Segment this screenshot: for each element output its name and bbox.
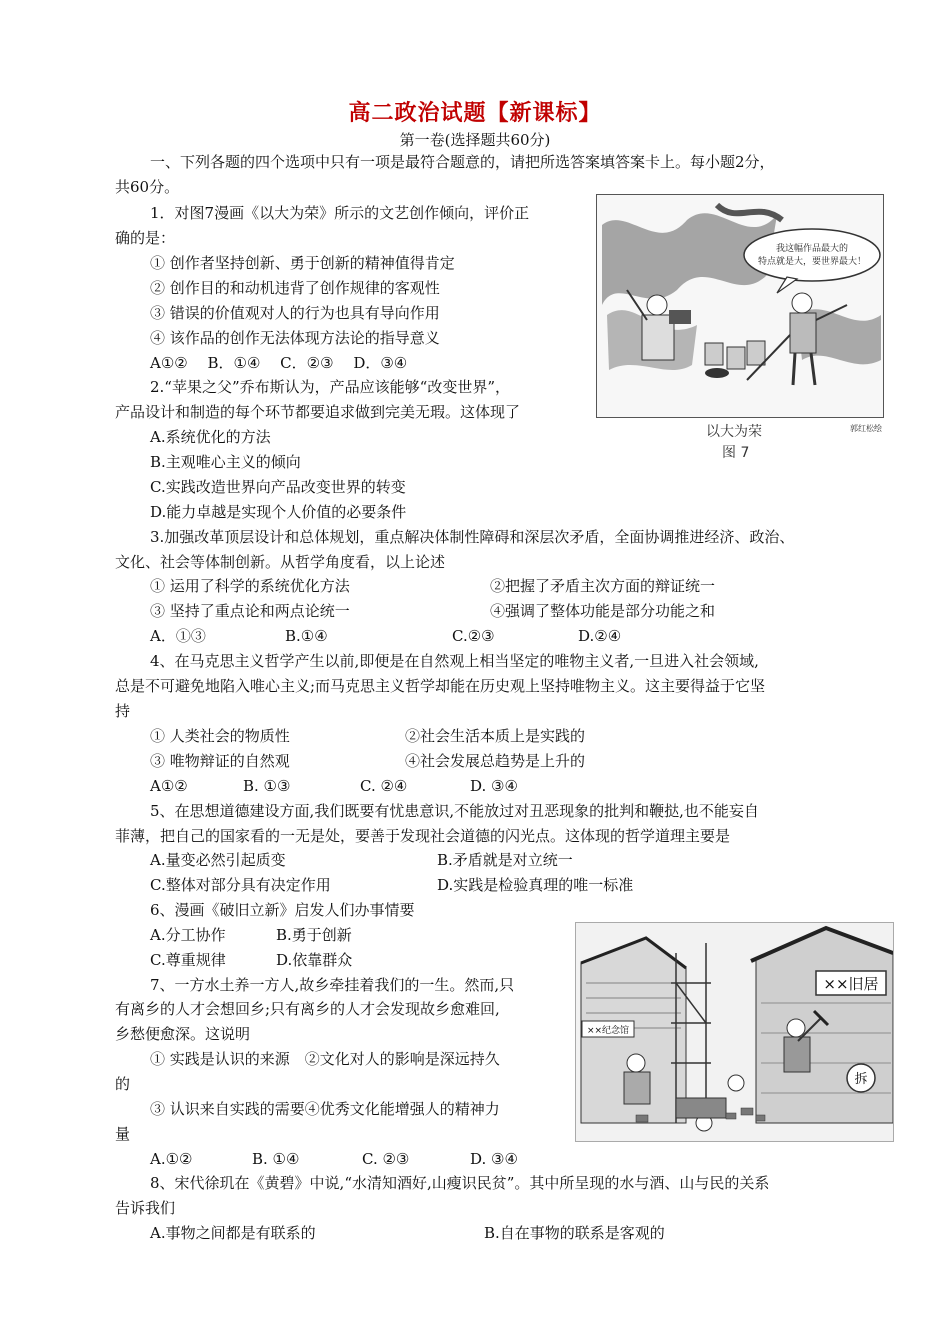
q3-choice: B.①④ [285,627,328,645]
figure-label: 图 7 [722,445,750,461]
page-title: 高二政治试题【新课标】 [348,101,602,126]
q6-option: C.尊重规律 [150,951,226,969]
q5-option: D.实践是检验真理的唯一标准 [437,876,634,894]
q6-option: A.分工协作 [150,926,226,944]
instruction-line: 共60分。 [115,178,180,196]
q7-option: ① 实践是认识的来源 ②文化对人的影响是深远持久 [150,1050,500,1068]
q6-option: D.依靠群众 [276,951,353,969]
q3-stem: 文化、社会等体制创新。从哲学角度看，以上论述 [115,553,446,571]
cartoon-illustration [576,923,893,1141]
q4-choice: D. ③④ [470,777,518,795]
q5-option: C.整体对部分具有决定作用 [150,876,331,894]
q2-option: B.主观唯心主义的倾向 [150,453,301,471]
q2-option: D.能力卓越是实现个人价值的必要条件 [150,503,407,521]
q8-option: A.事物之间都是有联系的 [150,1224,316,1242]
q3-option: ① 运用了科学的系统优化方法 [150,577,350,595]
q7-choice: B. ①④ [252,1150,300,1168]
q3-option: ③ 坚持了重点论和两点论统一 [150,602,350,620]
demolish-badge: 拆 [854,1072,868,1087]
q8-stem: 8、宋代徐玑在《黄碧》中说,“水清知酒好,山瘦识民贫”。其中所呈现的水与酒、山与民的关系 [150,1174,770,1192]
q4-option: ②社会生活本质上是实践的 [405,727,586,745]
q5-stem: 5、在思想道德建设方面,我们既要有忧患意识,不能放过对丑恶现象的批判和鞭挞,也不能妄自 [150,802,759,820]
cartoon-author: 郭红松绘 [850,424,882,433]
q7-choice: A.①② [150,1150,193,1168]
q4-stem: 4、在马克思主义哲学产生以前,即便是在自然观上相当坚定的唯物主义者,一旦进入社会领域, [150,652,759,670]
q3-choice: D.②④ [578,627,622,645]
q2-stem: 产品设计和制造的每个环节都要追求做到完美无瑕。这体现了 [115,403,521,421]
q3-option: ④强调了整体功能是部分功能之和 [490,602,716,620]
q8-stem: 告诉我们 [115,1199,176,1217]
q7-choice: C. ②③ [362,1150,410,1168]
q5-option: B.矛盾就是对立统一 [437,851,573,869]
cartoon-figure-7 [596,194,884,418]
q6-option: B.勇于创新 [276,926,352,944]
q3-stem: 3.加强改革顶层设计和总体规划，重点解决体制性障碍和深层次矛盾，全面协调推进经济、政治、 [150,528,795,546]
q4-option: ④社会发展总趋势是上升的 [405,752,586,770]
q6-stem: 6、漫画《破旧立新》启发人们办事情要 [150,901,415,919]
q8-option: B.自在事物的联系是客观的 [484,1224,665,1242]
q4-choice: A①② [150,777,188,795]
q3-choice: C.②③ [452,627,495,645]
q4-option: ③ 唯物辩证的自然观 [150,752,290,770]
q3-choice: A．①③ [150,627,206,645]
q5-stem: 菲薄，把自己的国家看的一无是处，要善于发现社会道德的闪光点。这体现的哲学道理主要是 [115,827,731,845]
q7-option: 量 [115,1125,131,1143]
q7-stem: 有离乡的人才会想回乡;只有离乡的人才会发现故乡愈难回, [115,1000,500,1018]
q5-option: A.量变必然引起质变 [150,851,286,869]
cartoon-caption: 以大为荣 [706,424,762,440]
q4-choice: B. ①③ [243,777,291,795]
sign-memorial: ××纪念馆 [586,1026,630,1036]
q1-option: ② 创作目的和动机违背了创作规律的客观性 [150,279,440,297]
q1-stem: 1．对图7漫画《以大为荣》所示的文艺创作倾向，评价正 [150,204,530,222]
bubble-text: 特点就是大，要世界最大！ [757,257,867,267]
instruction-line: 一、下列各题的四个选项中只有一项是最符合题意的，请把所选答案填答案卡上。每小题2分， [150,153,775,171]
cartoon-po-jiu-li-xin [575,922,894,1142]
q7-stem: 乡愁便愈深。这说明 [115,1025,251,1043]
section-subtitle: 第一卷(选择题共60分) [399,131,551,149]
q1-option: ③ 错误的价值观对人的行为也具有导向作用 [150,304,440,322]
q1-option: ① 创作者坚持创新、勇于创新的精神值得肯定 [150,254,455,272]
q2-stem: 2.“苹果之父”乔布斯认为，产品应该能够“改变世界”， [150,378,510,396]
q2-option: A.系统优化的方法 [150,428,271,446]
q7-option: 的 [115,1075,131,1093]
q7-stem: 7、一方水土养一方人,故乡牵挂着我们的一生。然而,只 [150,976,515,994]
q4-choice: C. ②④ [360,777,408,795]
q7-choice: D. ③④ [470,1150,518,1168]
q7-option: ③ 认识来自实践的需要④优秀文化能增强人的精神力 [150,1100,500,1118]
q4-stem: 总是不可避免地陷入唯心主义;而马克思主义哲学却能在历史观上坚持唯物主义。这主要得益于它坚 [115,677,766,695]
sign-old-residence: ××旧居 [823,975,879,993]
q1-stem: 确的是： [115,229,176,247]
bubble-text: 我这幅作品最大的 [775,244,849,254]
cartoon-illustration [597,195,883,417]
q4-stem: 持 [115,702,131,720]
q1-option: ④ 该作品的创作无法体现方法论的指导意义 [150,329,440,347]
q4-option: ① 人类社会的物质性 [150,727,290,745]
q3-option: ②把握了矛盾主次方面的辩证统一 [490,577,716,595]
q2-option: C.实践改造世界向产品改变世界的转变 [150,478,406,496]
q1-choices: A①② B．①④ C．②③ D．③④ [150,354,408,372]
